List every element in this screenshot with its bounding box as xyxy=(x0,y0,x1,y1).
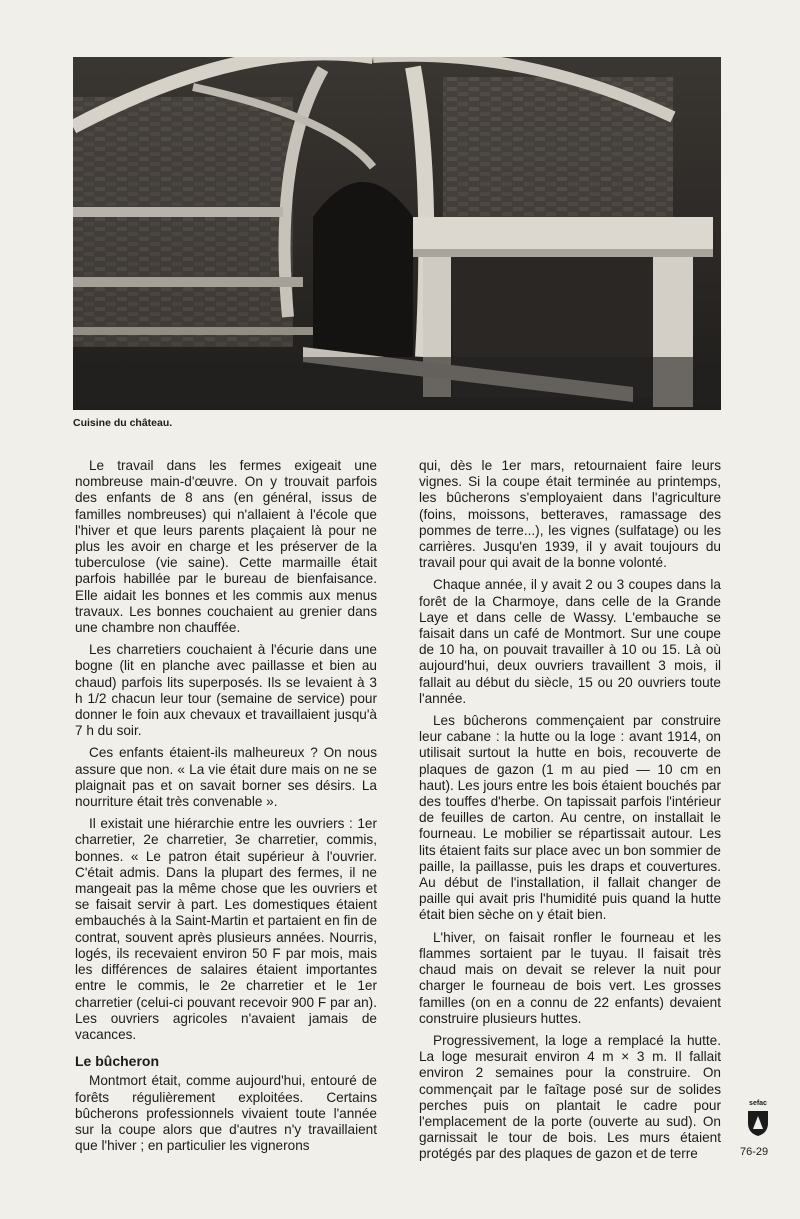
shield-icon xyxy=(747,1109,769,1137)
paragraph: Il existait une hiérarchie entre les ouvriers : 1er charretier, 2e charretier, 3e charretier, commis, bonnes. « Le patron était supérieur à l'ouvrier. C'était admis. Dans la plupart des fermes, il ne mangeait pas la même chose que les ouvriers et se faisait servir à part. Les domestiques étaient embauchés à la Saint-Martin et partaient en fin de contrat, souvent après plusieurs années. Nourris, logés, ils recevaient environ 50 F par mois, mais les différences de salaires étaient importantes entre le commis, le 2e charretier et le 1er charretier (celui-ci pouvant recevoir 900 F par an). Les ouvriers agricoles n'avaient jamais de vacances. xyxy=(75,816,377,1042)
paragraph: Les bûcherons commençaient par construire leur cabane : la hutte ou la loge : avant 1914, on utilisait surtout la hutte en bois, recouverte de plaques de gazon (1 m au pied — 10 cm en haut). Les jours entre les bois étaient bouchés par des touffes d'herbe. On tapissait parfois l'intérieur de feuilles de carton. Au centre, on installait le fourneau. Le mobilier se répartissait autour. Les lits étaient faits sur place avec un bon sommier de paille, la paillasse, puis les draps et couvertures. Au début de l'installation, il fallait changer de paille qui avait pris l'humidité puis quand la hutte était bien sèche on y était bien. xyxy=(419,713,721,923)
paragraph: Le travail dans les fermes exigeait une nombreuse main-d'œuvre. On y trouvait parfois des enfants de 8 ans (en général, issus de familles nombreuses) qui n'allaient à l'école que l'hiver et que leurs parents plaçaient là pour ne plus les avoir en charge et les préserver de la tuberculose (vie saine). Cette marmaille était parfois habillée par le bureau de bienfaisance. Elle aidait les bonnes et les commis aux menus travaux. Les bonnes couchaient au grenier dans une chambre non chauffée. xyxy=(75,458,377,636)
paragraph: qui, dès le 1er mars, retournaient faire leurs vignes. Si la coupe était terminée au printemps, les bûcherons s'employaient dans l'agriculture (foins, moissons, betteraves, ramassage des pommes de terre...), les vignes (sulfatage) ou les carrières. Jusqu'en 1939, il y avait toujours du travail pour qui avait de la bonne volonté. xyxy=(419,458,721,571)
paragraph: L'hiver, on faisait ronfler le fourneau et les flammes sortaient par le tuyau. Il faisait très chaud mais on devait se relever la nuit pour charger le fourneau de bois vert. Les grosses familles (on en a connu de 22 enfants) devaient construire plusieurs huttes. xyxy=(419,929,721,1026)
logo-text: sefac xyxy=(749,1100,767,1107)
left-column xyxy=(75,458,377,1160)
publisher-logo xyxy=(740,1100,776,1137)
right-column xyxy=(419,458,721,1169)
kitchen-photo xyxy=(73,57,721,410)
section-heading: Le bûcheron xyxy=(75,1053,160,1070)
paragraph: Progressivement, la loge a remplacé la hutte. La loge mesurait environ 4 m × 3 m. Il fallait environ 2 semaines pour la construire. On commençait par le faîtage posé sur de solides perches puis on plantait le cadre pour l'emplacement de la porte (ouverte au sud). On garnissait le tour de bois. Les murs étaient protégés par des plaques de gazon et de terre xyxy=(419,1032,721,1162)
photo-caption: Cuisine du château. xyxy=(73,417,173,429)
page-code: 76-29 xyxy=(740,1146,769,1158)
paragraph: Ces enfants étaient-ils malheureux ? On nous assure que non. « La vie était dure mais on ne se plaignait pas et on savait borner ses désirs. La nourriture était très convenable ». xyxy=(75,745,377,810)
paragraph: Chaque année, il y avait 2 ou 3 coupes dans la forêt de la Charmoye, dans celle de la Grande Laye et dans celle de Wassy. L'embauche se faisait dans un café de Montmort. Sur une coupe de 10 ha, on pouvait travailler à 10 ou 15. Là où aujourd'hui, deux ouvriers travaillent 3 mois, il fallait au début du siècle, 15 ou 20 ouvriers toute l'année. xyxy=(419,577,721,706)
paragraph: Montmort était, comme aujourd'hui, entouré de forêts régulièrement exploitées. Certains bûcherons professionnels vivaient toute l'année sur la coupe alors que d'autres n'y travaillaient que l'hiver ; en particulier les vignerons xyxy=(75,1073,377,1154)
paragraph: Les charretiers couchaient à l'écurie dans une bogne (lit en planche avec paillasse et bien au chaud) parfois lits superposés. Ils se levaient à 3 h 1/2 chacun leur tour (semaine de service) pour donner le foin aux chevaux et travaillaient jusqu'à 7 h du soir. xyxy=(75,642,377,739)
